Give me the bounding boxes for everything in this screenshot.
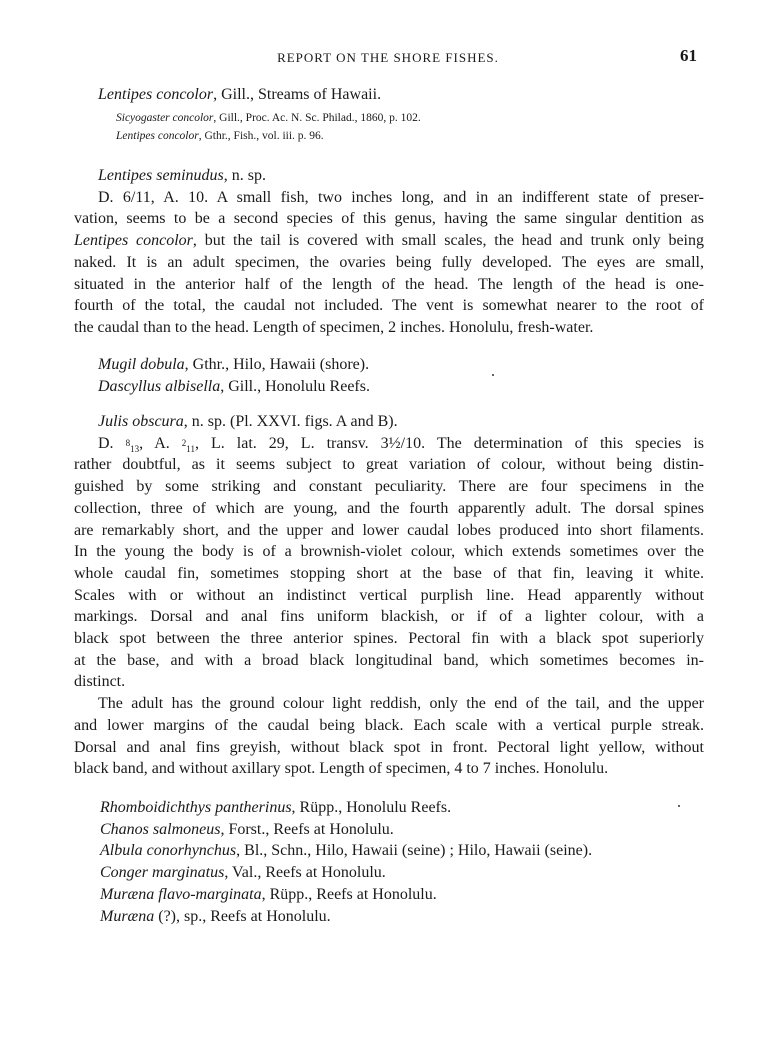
dorsal-fraction — [126, 439, 140, 454]
species-name: Rhomboidichthys pantherinus — [100, 799, 292, 816]
text-line: The adult has the ground colour light reddish, only the end of the tail, and the upper — [98, 695, 704, 713]
text-line: naked. It is an adult specimen, the ovaries being fully developed. The eyes are small, — [74, 253, 704, 271]
species-suffix: , n. sp. (Pl. XXVI. figs. A and B). — [183, 413, 398, 430]
species-detail: , Rüpp., Honolulu Reefs. — [291, 799, 452, 816]
species-detail: , Bl., Schn., Hilo, Hawaii (seine) ; Hilo, Hawaii (seine). — [236, 842, 593, 860]
formula-text: , L. lat. 29, L. transv. 3½/10. The determination of this species is — [194, 434, 705, 452]
text-line: and lower margins of the caudal being black. Each scale with a vertical purple streak. — [74, 716, 704, 734]
text-line: markings. Dorsal and anal fins uniform blackish, or if of a lighter colour, with a — [74, 608, 704, 626]
formula-text: D. — [98, 434, 126, 452]
fraction-numerator: 8 — [125, 437, 131, 448]
fraction-denominator: 11 — [186, 443, 195, 454]
text-line: black band, and without axillary spot. Length of specimen, 4 to 7 inches. Honolulu. — [74, 760, 609, 778]
text-line: black spot between the three anterior spines. Pectoral fin with a black spot superiorly — [74, 630, 704, 648]
species-name: Muræna flavo-marginata — [100, 885, 262, 903]
species-name: Mugil dobula — [98, 356, 185, 373]
species-detail: , Gill., Honolulu Reefs. — [220, 377, 370, 395]
species-heading — [74, 411, 704, 433]
list-item — [76, 819, 706, 841]
lentipes-concolor-references — [74, 109, 704, 145]
species-line — [74, 354, 704, 376]
species-detail: (?), sp., Reefs at Honolulu. — [154, 907, 331, 925]
species-detail: , Rüpp., Reefs at Honolulu. — [261, 885, 437, 903]
species-suffix: , n. sp. — [223, 167, 267, 184]
species-name: Muræna — [100, 907, 155, 925]
species-detail: , Gthr., Hilo, Hawaii (shore). — [184, 356, 370, 373]
print-speck — [678, 805, 680, 807]
text-line: rather doubtful, as it seems subject to great variation of colour, without being distin- — [74, 456, 704, 474]
reference-line — [74, 127, 704, 145]
text-line: the caudal than to the head. Length of specimen, 2 inches. Honolulu, fresh-water. — [74, 318, 594, 336]
text-line: Scales with or without an indistinct vertical purplish line. Head apparently without — [74, 586, 704, 604]
fin-formula-line — [74, 433, 704, 455]
reference-taxon: Lentipes concolor — [116, 130, 199, 142]
reference-line — [74, 109, 704, 127]
text-line: D. 6/11, A. 10. A small fish, two inches long, and in an indifferent state of preser- — [98, 188, 704, 206]
list-item — [76, 884, 706, 906]
species-name: Chanos salmoneus — [100, 820, 221, 838]
lentipes-concolor-entry — [74, 84, 704, 106]
species-detail: , Val., Reefs at Honolulu. — [224, 864, 386, 882]
species-name: Julis obscura — [98, 413, 184, 430]
lentipes-seminudus-entry — [74, 165, 704, 339]
taxon-ref: Lentipes concolor — [74, 232, 193, 250]
formula-text: , A. — [139, 434, 182, 452]
list-item — [76, 797, 706, 819]
species-name: Lentipes concolor — [98, 86, 214, 103]
species-name: Albula conorhynchus — [100, 842, 237, 860]
list-item — [76, 862, 706, 884]
species-list — [76, 797, 706, 927]
text-line: whole caudal fin, sometimes stopping short at the base of that fin, leaving it white. — [74, 564, 704, 582]
species-detail: , Forst., Reefs at Honolulu. — [220, 820, 394, 838]
text-line: situated in the anterior half of the length of the head. The length of the head is one- — [74, 275, 704, 293]
list-item — [76, 840, 706, 862]
reference-taxon: Sicyogaster concolor — [116, 112, 214, 124]
text-fragment: , but the tail is covered with small scales, the head and trunk only being — [192, 232, 705, 250]
species-name: Conger marginatus — [100, 864, 225, 882]
reference-citation: , Gthr., Fish., vol. iii. p. 96. — [198, 130, 324, 142]
species-name: Lentipes seminudus — [98, 167, 224, 184]
text-line: are remarkably short, and the upper and lower caudal lobes produced into short filaments. — [74, 521, 704, 539]
reference-citation: , Gill., Proc. Ac. N. Sc. Philad., 1860, p. 102. — [213, 112, 421, 124]
page-number: 61 — [680, 46, 697, 65]
species-authority: , Gill., Streams of Hawaii. — [213, 86, 382, 103]
text-line: fourth of the total, the caudal not included. The vent is somewhat nearer to the root of — [74, 297, 704, 315]
julis-obscura-entry — [74, 411, 704, 780]
species-heading — [74, 165, 704, 187]
text-line: Dorsal and anal fins greyish, without black spot in front. Pectoral light yellow, without — [74, 738, 704, 756]
anal-fraction — [182, 439, 195, 454]
text-line: at the base, and with a broad black longitudinal band, which sometimes becomes in- — [74, 651, 704, 669]
text-line: distinct. — [74, 673, 126, 691]
mugil-dascyllus-entries — [74, 354, 704, 397]
print-speck — [492, 374, 494, 376]
species-line — [74, 376, 704, 398]
text-line: collection, three of which are young, and the fourth apparently adult. The dorsal spines — [74, 499, 704, 517]
fraction-numerator: 2 — [181, 437, 187, 448]
text-line — [74, 230, 704, 252]
species-name: Dascyllus albisella — [98, 377, 221, 395]
list-item — [76, 906, 706, 928]
text-line: In the young the body is of a brownish-violet colour, which extends sometimes over the — [74, 543, 704, 561]
running-head: REPORT ON THE SHORE FISHES. — [277, 50, 499, 65]
text-line: vation, seems to be a second species of this genus, having the same singular dentition as — [74, 210, 704, 228]
text-line: guished by some striking and constant peculiarity. There are four specimens in the — [74, 478, 704, 496]
fraction-denominator: 13 — [130, 443, 140, 454]
